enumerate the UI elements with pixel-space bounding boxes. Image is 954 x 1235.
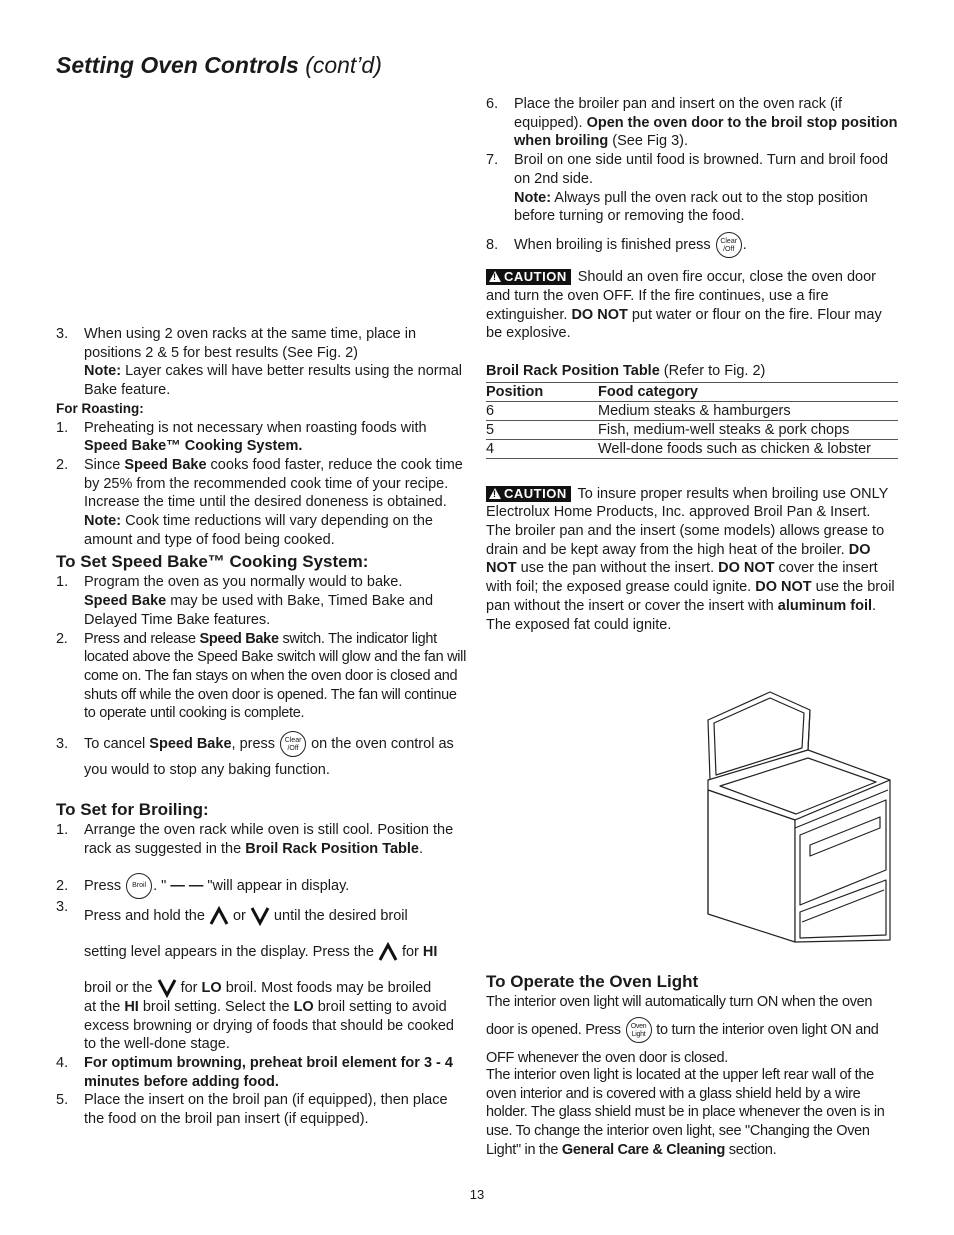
left-column (56, 325, 468, 1129)
table-cell: 4 (486, 439, 598, 458)
up-arrow-icon (209, 906, 229, 926)
list-item: 2. Since Speed Bake cooks food faster, reduce the cook time by 25% from the recommended cook time of your recipe. Increase the time until the desired doneness is obtained. Note: Cook time reductions will vary depending on the amount and type of food being cooked. (56, 456, 463, 548)
table-header-row (486, 382, 898, 401)
list-item: 5. Place the insert on the broil pan (if equipped), then place the food on the broil pan insert (if equipped). (56, 1092, 448, 1128)
right-column (486, 95, 898, 634)
table-cell: 6 (486, 401, 598, 420)
list-item: 2. Press and release Speed Bake switch. The indicator light located above the Speed Bake switch will glow and the fan will come on. The fan stays on when the oven door is closed and shuts off while the oven door is opened. The fan will continue to operate until cooking is complete. (56, 630, 466, 722)
roasting-heading: For Roasting: (56, 400, 144, 416)
list-item: 1. Arrange the oven rack while oven is still cool. Position the rack as suggested in the Broil Rack Position Table. (56, 822, 454, 857)
caution-broil-pan: !CAUTION To insure proper results when broiling use ONLY Electrolux Home Products, Inc. approved Broil Pan & Insert. (486, 485, 898, 522)
speed-bake-heading: To Set Speed Bake™ Cooking System: (56, 552, 369, 572)
table-row (486, 420, 898, 439)
table-cell: 5 (486, 420, 598, 439)
caution-badge: !CAUTION (486, 486, 571, 502)
caution-badge: !CAUTION (486, 269, 571, 285)
oven-illustration (700, 690, 900, 948)
down-arrow-icon (157, 978, 177, 998)
table-cell: Fish, medium-well steaks & pork chops (598, 420, 898, 439)
broiling-heading: To Set for Broiling: (56, 800, 209, 820)
table-cell: Medium steaks & hamburgers (598, 401, 898, 420)
page-title: Setting Oven Controls (cont’d) (56, 52, 382, 78)
table-title: Broil Rack Position Table (Refer to Fig. 2) (486, 362, 766, 379)
list-item: 6. Place the broiler pan and insert on the oven rack (if equipped). Open the oven door to the broil stop position when broiling (See Fig 3). (486, 96, 898, 150)
up-arrow-icon (378, 942, 398, 962)
list-item: 2. Press Broil . " — — "will appear in display. (56, 873, 468, 899)
broil-button-icon: Broil (126, 873, 152, 899)
clear-off-button-icon: Clear /Off (716, 232, 742, 258)
broil-rack-table (486, 382, 898, 459)
list-item: 1. Preheating is not necessary when roasting foods with Speed Bake™ Cooking System. (56, 419, 427, 455)
table-row (486, 439, 898, 458)
warning-icon (489, 488, 501, 499)
list-item: 1. Program the oven as you normally would to bake. Speed Bake may be used with Bake, Timed Bake and Delayed Time Bake features. (56, 574, 434, 628)
table-cell: Well-done foods such as chicken & lobster (598, 439, 898, 458)
oven-light-text: The interior oven light will automatically turn ON when the oven door is opened. Press Oven Light to turn the interior oven light ON and OFF whenever the oven door is closed. (486, 994, 879, 1066)
oven-light-paragraph: The interior oven light is located at the upper left rear wall of the oven interior and is covered with a glass shield held by a wire holder. The glass shield must be in place whenever the oven is in use. To change the interior oven light, see "Changing the Oven Light" in the General Care & Cleaning section. (486, 1067, 885, 1158)
warning-icon (489, 271, 501, 282)
list-item: 3. To cancel Speed Bake, press Clear /Off on the oven control as you would to stop any baking function. (56, 731, 468, 783)
list-item: 3. Press and hold the or until the desired broil setting level appears in the display. Press the for HI broil or the for LO broil. Most foods may be broiled at the HI broil setting. Select the LO broil setting to avoid excess browning or drying of foods that should be cooked to the well-done stage. (56, 898, 454, 1053)
oven-light-button-icon: Oven Light (626, 1017, 652, 1043)
table-row (486, 401, 898, 420)
table-header: Position (486, 382, 598, 401)
list-item: 8. When broiling is finished press Clear /Off . (486, 232, 898, 258)
clear-off-button-icon: Clear /Off (280, 731, 306, 757)
down-arrow-icon (250, 906, 270, 926)
page-number: 13 (469, 1187, 485, 1202)
oven-light-section (486, 971, 898, 1160)
list-item: 3. When using 2 oven racks at the same time, place in positions 2 & 5 for best results (See Fig. 2) Note: Layer cakes will have better results using the normal Bake feature. (56, 326, 462, 399)
broil-pan-paragraph: The broiler pan and the insert (some models) allows grease to drain and be kept away from the high heat of the broiler. DO NOT use the pan without the insert. DO NOT cover the insert with foil; the exposed grease could ignite. DO NOT use the broil pan without the insert or cover the insert with aluminum foil. The exposed fat could ignite. (486, 523, 895, 633)
caution-fire: !CAUTION Should an oven fire occur, close the oven door and turn the oven OFF. If the fire continues, use a fire extinguisher. DO NOT put water or flour on the fire. Flour may be explosive. (486, 268, 898, 343)
list-item: 4. For optimum browning, preheat broil element for 3 - 4 minutes before adding food. (56, 1054, 453, 1090)
oven-light-heading: To Operate the Oven Light (486, 972, 699, 991)
list-item: 7. Broil on one side until food is browned. Turn and broil food on 2nd side. Note: Always pull the oven rack out to the stop position before turning or removing the food. (486, 152, 889, 225)
table-header: Food category (598, 382, 898, 401)
